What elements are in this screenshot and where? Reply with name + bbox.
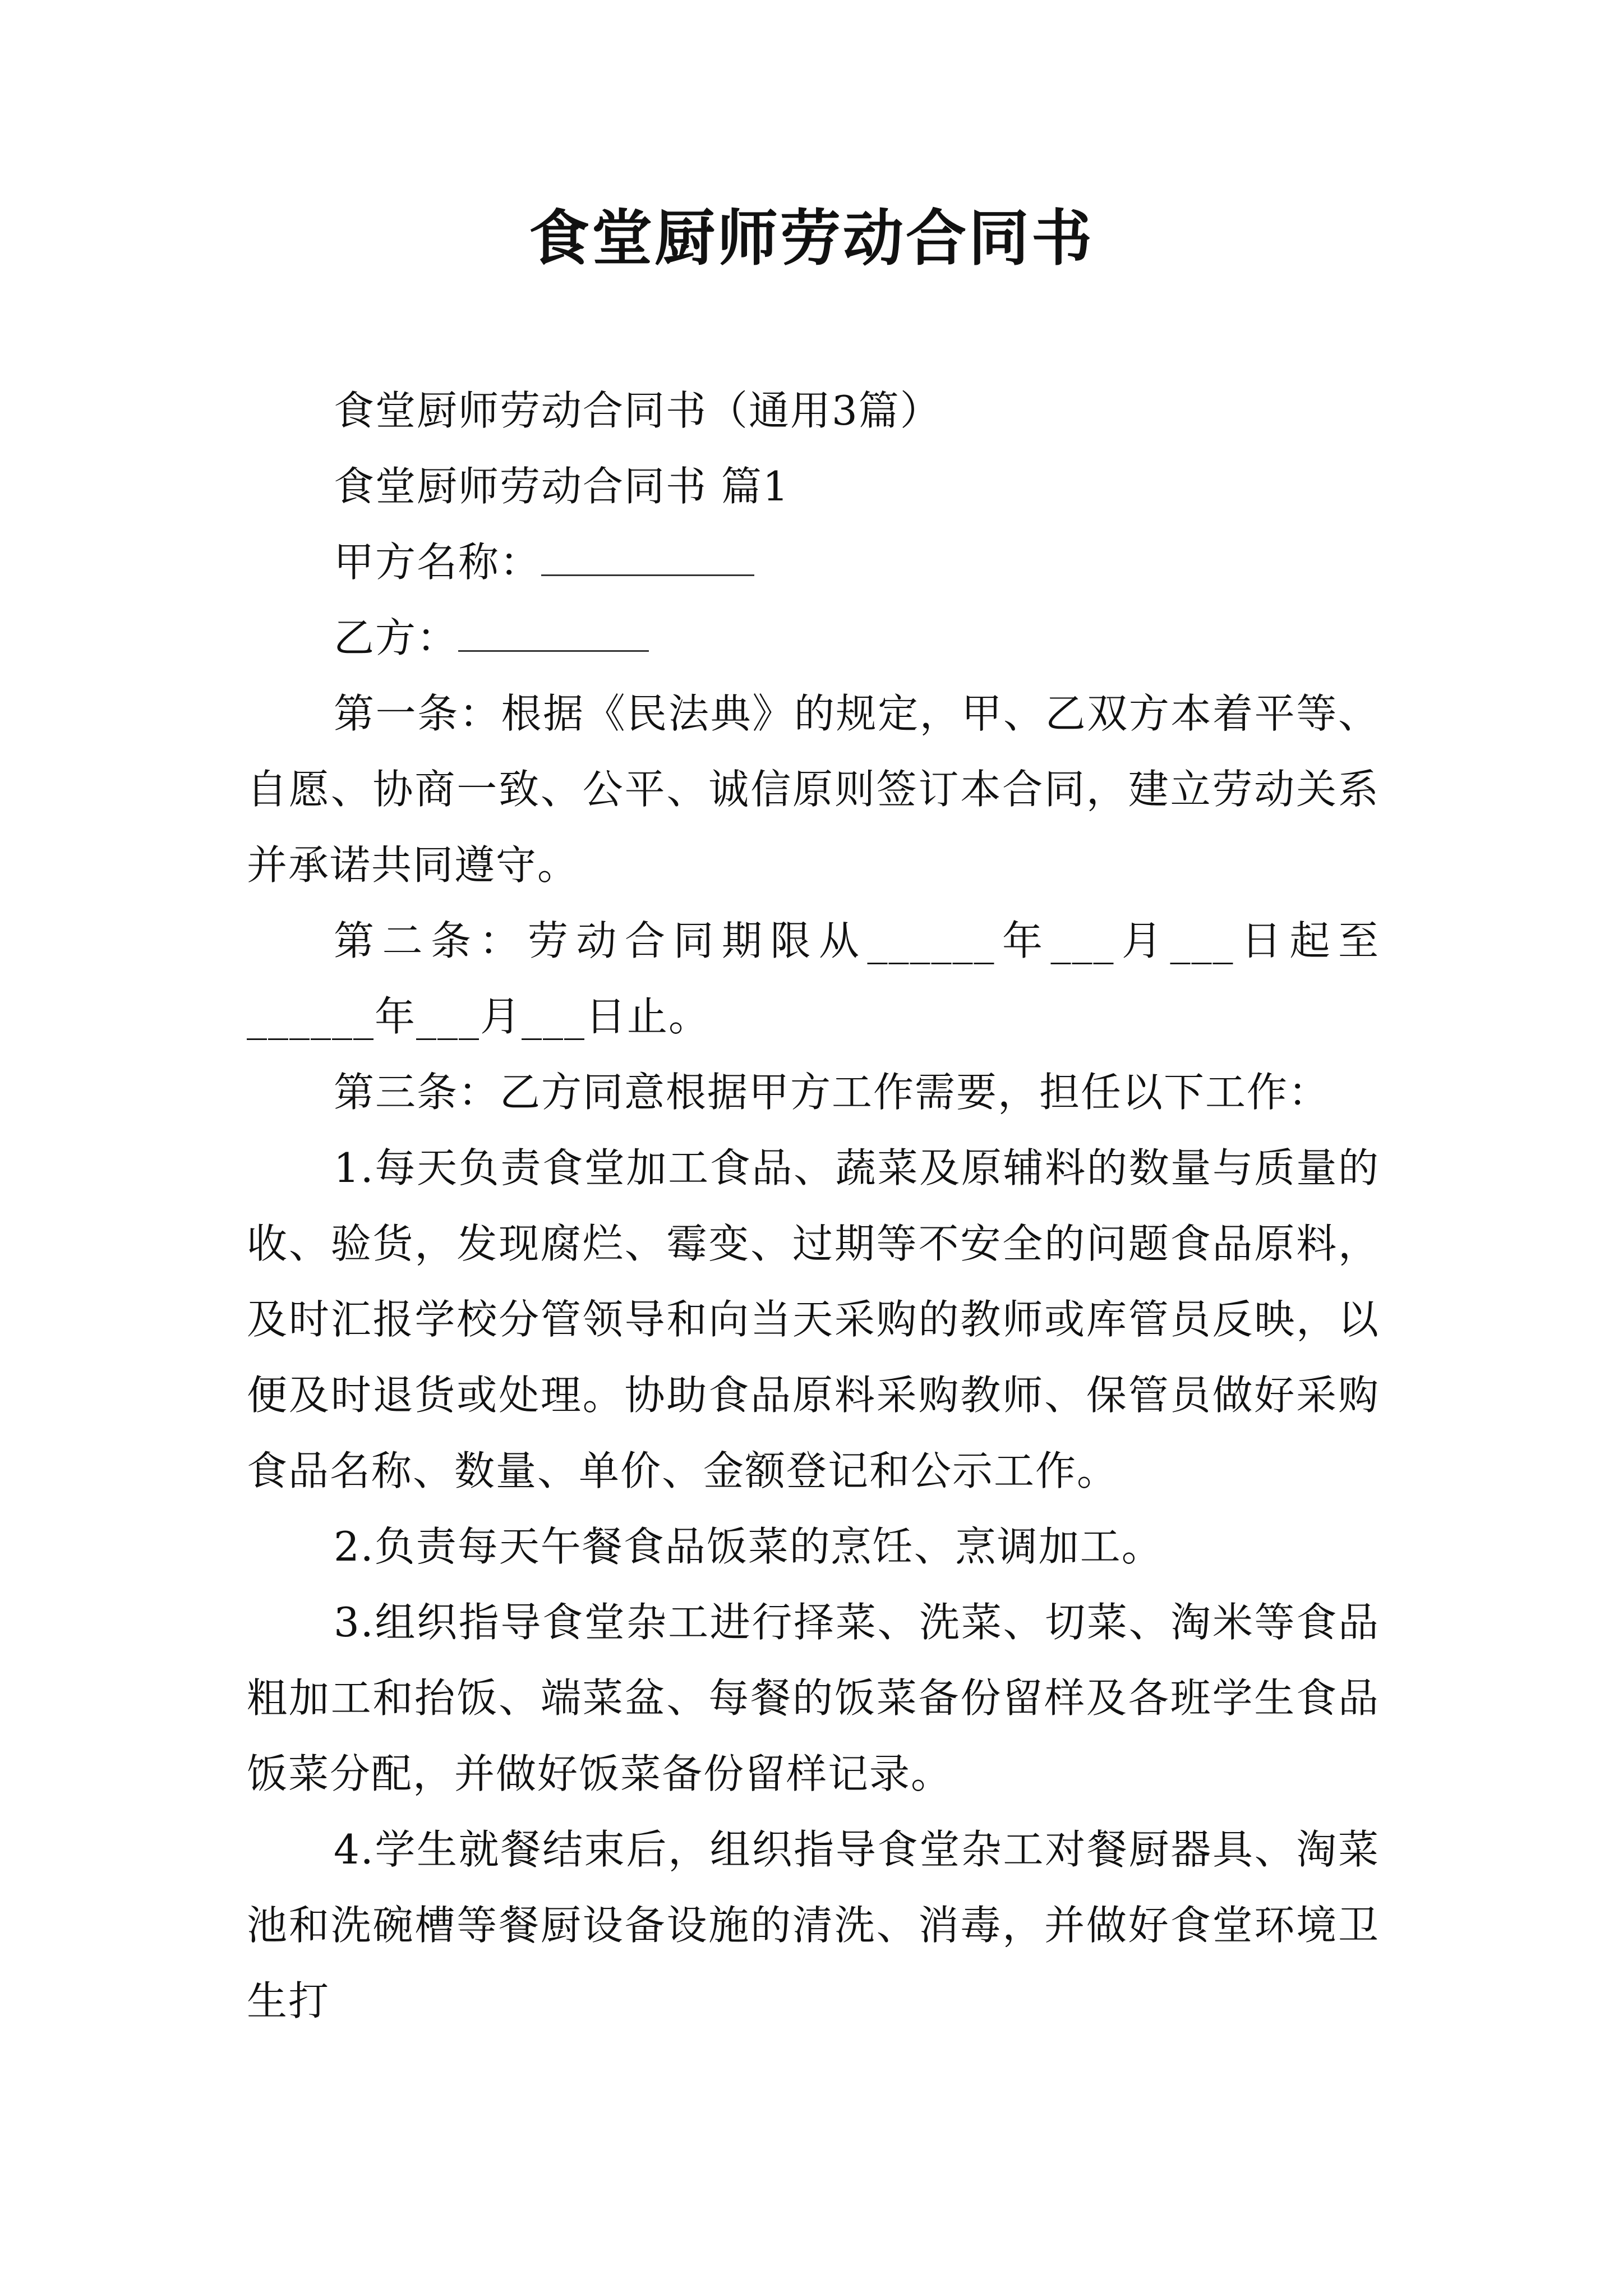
article-2: 第二条：劳动合同期限从______年___月___日起至______年___月___日止。 xyxy=(247,917,1380,1040)
party-b-label: 乙方： xyxy=(334,614,459,661)
document-body xyxy=(247,373,1380,2039)
duty-item-4: 4.学生就餐结束后，组织指导食堂杂工对餐厨器具、淘菜池和洗碗槽等餐厨设备设施的清洗、消毒，并做好食堂环境卫生打 xyxy=(247,1826,1380,2024)
party-a-blank xyxy=(541,540,754,576)
article-3: 第三条：乙方同意根据甲方工作需要，担任以下工作： xyxy=(334,1069,1330,1116)
section-heading: 食堂厨师劳动合同书 篇1 xyxy=(334,463,790,510)
duty-item-3: 3.组织指导食堂杂工进行择菜、洗菜、切菜、淘米等食品粗加工和抬饭、端菜盆、每餐的饭菜备份留样及各班学生食品饭菜分配，并做好饭菜备份留样记录。 xyxy=(247,1599,1380,1797)
party-b-line xyxy=(247,600,1380,676)
article-1: 第一条：根据《民法典》的规定，甲、乙双方本着平等、自愿、协商一致、公平、诚信原则签订本合同，建立劳动关系并承诺共同遵守。 xyxy=(247,690,1380,889)
party-a-line xyxy=(247,524,1380,600)
document-subtitle: 食堂厨师劳动合同书（通用3篇） xyxy=(334,387,942,434)
party-a-label: 甲方名称： xyxy=(334,539,542,586)
document-title: 食堂厨师劳动合同书 xyxy=(528,203,1094,274)
party-b-blank xyxy=(458,615,649,652)
duty-item-2: 2.负责每天午餐食品饭菜的烹饪、烹调加工。 xyxy=(334,1523,1163,1570)
duty-item-1: 1.每天负责食堂加工食品、蔬菜及原辅料的数量与质量的收、验货，发现腐烂、霉变、过期等不安全的问题食品原料，及时汇报学校分管领导和向当天采购的教师或库管员反映，以便及时退货或处理。协助食品原料采购教师、保管员做好采购食品名称、数量、单价、金额登记和公示工作。 xyxy=(247,1144,1380,1494)
